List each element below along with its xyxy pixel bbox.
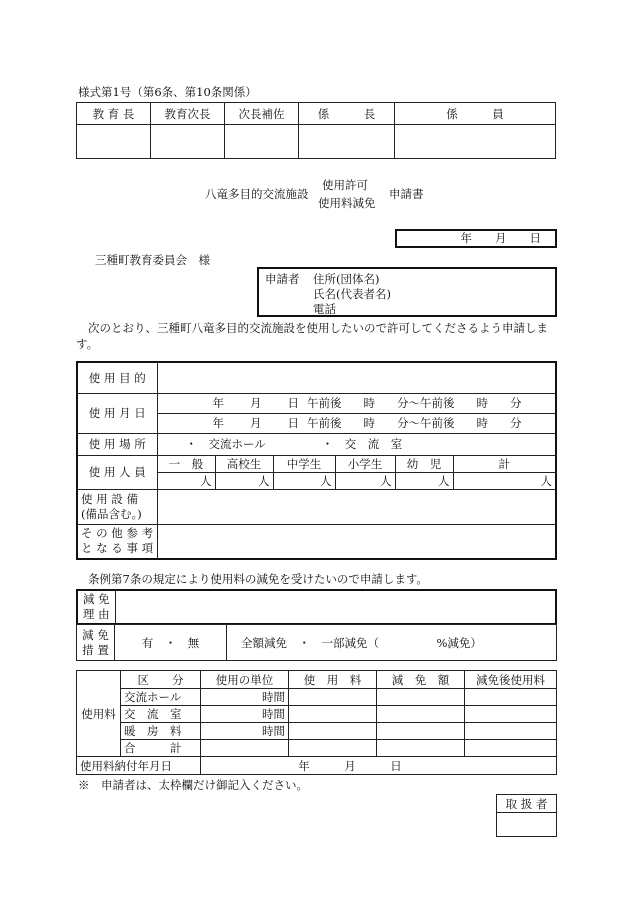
date-row-1[interactable]: 年 月 日 午前後 時 分～午前後 時 分	[157, 393, 556, 413]
fee-header: 減 免 額	[377, 671, 465, 689]
purpose-label: 使 用 目 的	[77, 362, 157, 393]
purpose-field[interactable]	[157, 362, 556, 393]
reduction-reason-table	[76, 589, 557, 625]
title-facility: 八竜多目的交流施設	[205, 187, 309, 201]
people-count-cell[interactable]: 人	[395, 472, 453, 489]
reduction-reason-field[interactable]	[115, 590, 556, 624]
approval-stamp-cell[interactable]	[151, 125, 225, 159]
fee-cell[interactable]	[289, 740, 377, 757]
reduction-intro: 条例第7条の規定により使用料の減免を受けたいので申請します。	[88, 572, 428, 586]
reduction-reason-label: 減 免 理 由	[77, 590, 115, 624]
people-header: 一 般	[157, 455, 215, 472]
fee-row-unit[interactable]: 時間	[201, 689, 289, 706]
place-options[interactable]	[157, 433, 556, 455]
title-suffix: 申請書	[389, 187, 424, 201]
fee-row-unit[interactable]: 時間	[201, 706, 289, 723]
place-option-hall[interactable]: ・ 交流ホール	[185, 437, 266, 451]
usage-table	[76, 361, 557, 560]
date-box[interactable]: 年 月 日	[395, 229, 557, 248]
approval-header: 次長補佐	[225, 103, 299, 125]
approval-stamp-cell[interactable]	[77, 125, 151, 159]
fee-cell[interactable]	[289, 723, 377, 740]
fee-cell[interactable]	[465, 706, 557, 723]
people-header: 幼 児	[395, 455, 453, 472]
fee-cell[interactable]	[377, 689, 465, 706]
approval-header: 係 長	[299, 103, 395, 125]
title-option-permit: 使用許可	[322, 178, 368, 192]
other-notes-label: そ の 他 参 考 と な る 事 項	[77, 524, 157, 559]
equipment-field[interactable]	[157, 489, 556, 524]
approval-header: 教育次長	[151, 103, 225, 125]
addressee: 三種町教育委員会 様	[95, 253, 210, 267]
fee-cell[interactable]	[377, 706, 465, 723]
fee-cell[interactable]	[289, 689, 377, 706]
fee-row-unit[interactable]	[201, 740, 289, 757]
intro-text: 次のとおり、三種町八竜多目的交流施設を使用したいので許可してくださるよう申請します。	[76, 321, 548, 351]
reduction-yes-no[interactable]: 有 ・ 無	[115, 625, 227, 661]
approval-header: 教 育 長	[77, 103, 151, 125]
people-count-cell[interactable]: 人	[215, 472, 273, 489]
fee-cell[interactable]	[465, 689, 557, 706]
fee-header: 使用の単位	[201, 671, 289, 689]
approval-table	[76, 102, 556, 159]
date-label: 使 用 月 日	[77, 393, 157, 433]
handler-label: 取 扱 者	[497, 795, 557, 813]
fee-cell[interactable]	[289, 706, 377, 723]
reduction-types[interactable]: 全額減免 ・ 一部減免（ %減免）	[227, 625, 557, 661]
reduction-measure-label: 減 免 措 置	[77, 625, 115, 661]
approval-stamp-cell[interactable]	[225, 125, 299, 159]
applicant-label: 申請者	[265, 272, 300, 286]
place-label: 使 用 場 所	[77, 433, 157, 455]
approval-header: 係 員	[395, 103, 556, 125]
handler-stamp-cell[interactable]	[497, 813, 557, 837]
other-notes-field[interactable]	[157, 524, 556, 559]
people-count-cell[interactable]: 人	[157, 472, 215, 489]
fee-row-name: 交流ホール	[121, 689, 201, 706]
footnote: ※ 申請者は、太枠欄だけ御記入ください。	[78, 778, 308, 792]
applicant-tel: 電話	[313, 302, 336, 316]
approval-stamp-cell[interactable]	[395, 125, 556, 159]
fee-cell[interactable]	[377, 723, 465, 740]
form-number: 様式第1号（第6条、第10条関係）	[78, 85, 257, 99]
approval-stamp-cell[interactable]	[299, 125, 395, 159]
equipment-label: 使 用 設 備 (備品含む。)	[77, 489, 157, 524]
fee-header: 減免後使用料	[465, 671, 557, 689]
fee-header: 使 用 料	[289, 671, 377, 689]
date-row-2[interactable]: 年 月 日 午前後 時 分～午前後 時 分	[157, 413, 556, 433]
applicant-box[interactable]	[257, 267, 557, 317]
fee-label: 使用料	[77, 671, 121, 757]
applicant-name: 氏名(代表者名)	[313, 287, 391, 301]
fee-cell[interactable]	[465, 723, 557, 740]
people-header: 高校生	[215, 455, 273, 472]
fee-row-name: 暖 房 料	[121, 723, 201, 740]
people-count-cell[interactable]: 人	[335, 472, 395, 489]
fee-row-unit[interactable]: 時間	[201, 723, 289, 740]
fee-header: 区 分	[121, 671, 201, 689]
fee-row-name: 交 流 室	[121, 706, 201, 723]
pay-date-label: 使用料納付年月日	[77, 757, 201, 775]
people-header: 計	[453, 455, 556, 472]
people-count-cell[interactable]: 人	[453, 472, 556, 489]
people-header: 中学生	[273, 455, 335, 472]
handler-table	[496, 794, 557, 837]
applicant-address: 住所(団体名)	[313, 272, 380, 286]
pay-date-field[interactable]: 年 月 日	[201, 757, 557, 775]
fee-cell[interactable]	[377, 740, 465, 757]
fee-row-name: 合 計	[121, 740, 201, 757]
fee-table	[76, 670, 557, 775]
place-option-room[interactable]: ・ 交 流 室	[321, 437, 403, 451]
fee-cell[interactable]	[465, 740, 557, 757]
title-option-fee-reduction: 使用料減免	[318, 196, 376, 210]
people-header: 小学生	[335, 455, 395, 472]
people-count-cell[interactable]: 人	[273, 472, 335, 489]
people-label: 使 用 人 員	[77, 455, 157, 489]
reduction-measure-table	[76, 624, 557, 661]
